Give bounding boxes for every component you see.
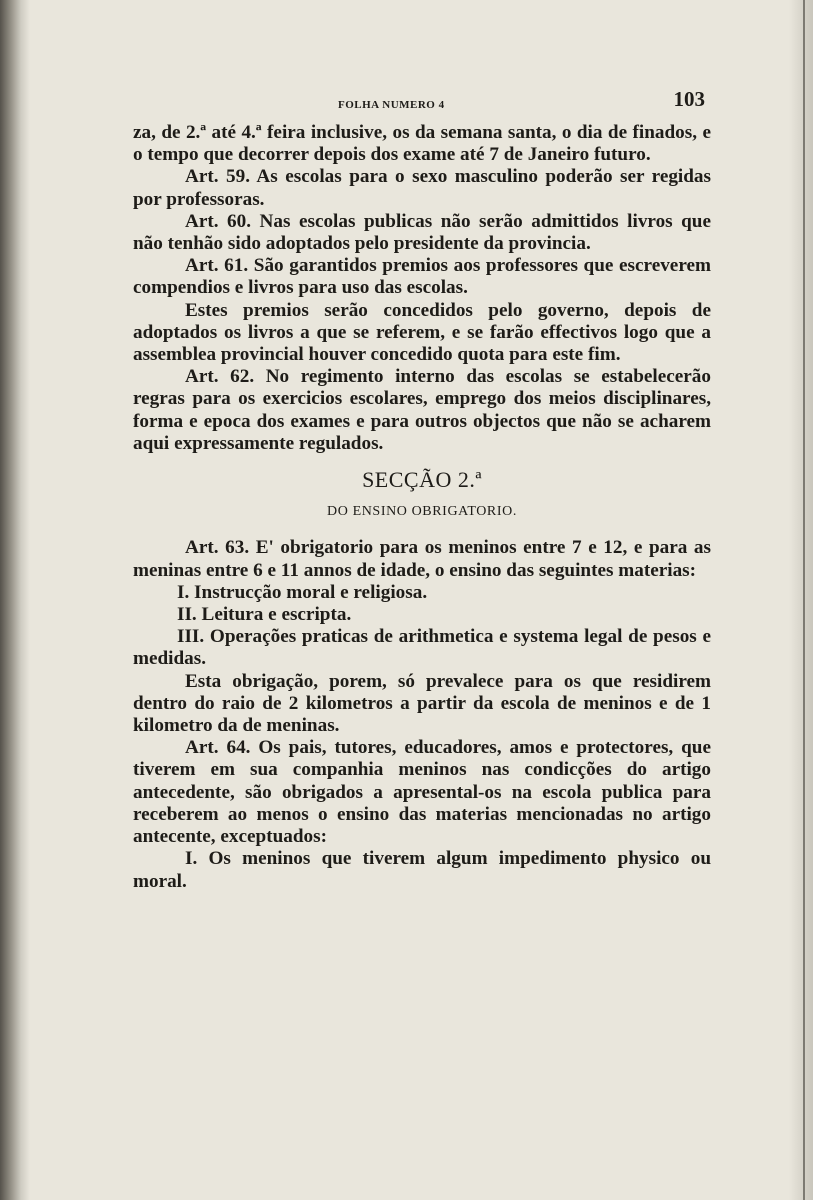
article-60: Art. 60. Nas escolas publicas não serão admittidos livros que não tenhão sido adoptados pelo presidente da provincia. bbox=[133, 210, 711, 255]
page-binding-shadow bbox=[0, 0, 30, 1200]
article-63: Art. 63. E' obrigatorio para os meninos entre 7 e 12, e para as meninas entre 6 e 11 annos de idade, o ensino das seguintes materias: bbox=[133, 537, 711, 581]
list-item-1: I. Instrucção moral e religiosa. bbox=[177, 581, 428, 603]
page-number: 103 bbox=[673, 87, 705, 111]
paragraph-continuation: za, de 2.ª até 4.ª feira inclusive, os da semana santa, o dia de finados, e o tempo que decorrer depois dos exame até 7 de Janeiro futuro. bbox=[133, 122, 711, 166]
section-subtitle: DO ENSINO OBRIGATORIO. bbox=[327, 504, 517, 520]
article-63-paragraph: Esta obrigação, porem, só prevalece para os que residirem dentro do raio de 2 kilometros a partir da escola de meninos e de 1 kilometro da de meninas. bbox=[133, 670, 711, 737]
article-62: Art. 62. No regimento interno das escolas se estabelecerão regras para os exercicios escolares, emprego dos meios disciplinares, forma e epoca dos exames e para outros objectos que não se acharem aqui expressamente regulados. bbox=[133, 366, 711, 454]
list-item-2: II. Leitura e escripta. bbox=[177, 604, 352, 626]
article-59: Art. 59. As escolas para o sexo masculino poderão ser regidas por professoras. bbox=[133, 166, 711, 210]
list-item-3: III. Operações praticas de arithmetica e systema legal de pesos e medidas. bbox=[133, 626, 711, 670]
article-61-paragraph: Estes premios serão concedidos pelo governo, depois de adoptados os livros a que se referem, e se farão effectivos logo que a assemblea provincial houver concedido quota para este fim. bbox=[133, 299, 711, 366]
article-61: Art. 61. São garantidos premios aos professores que escreverem compendios e livros para uso das escolas. bbox=[133, 255, 711, 299]
page-text-block bbox=[133, 88, 711, 893]
page-header bbox=[133, 88, 711, 122]
running-head: FOLHA NUMERO 4 bbox=[338, 99, 445, 111]
section-title: SECÇÃO 2.ª bbox=[362, 467, 482, 493]
list-item-exception-1: I. Os meninos que tiverem algum impedimento physico ou moral. bbox=[133, 848, 711, 892]
article-64: Art. 64. Os pais, tutores, educadores, amos e protectores, que tiverem em sua companhia meninos nas condicções do artigo antecedente, são obrigados a apresental-os na escola publica para receberem ao menos o ensino das materias mencionadas no artigo antecente, exceptuados: bbox=[133, 737, 711, 848]
page-right-edge bbox=[789, 0, 813, 1200]
